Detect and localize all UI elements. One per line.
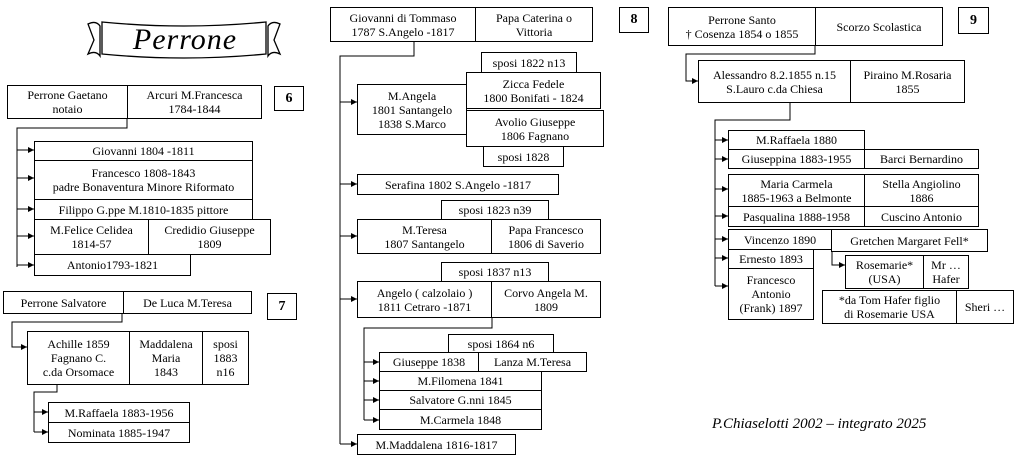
child-box: Pasqualina 1888-1958: [728, 206, 865, 227]
parent-father: Perrone Salvatore: [3, 291, 124, 314]
child-box: Filippo G.ppe M.1810-1835 pittore: [34, 199, 253, 220]
child-box: Angelo ( calzolaio ) 1811 Cetraro -1871: [357, 281, 492, 318]
child-box: M.Filomena 1841: [379, 371, 542, 391]
child-box: M.Angela 1801 Santangelo 1838 S.Marco: [357, 84, 467, 135]
spouse-box: Avolio Giuseppe 1806 Fagnano: [466, 110, 604, 147]
child-box: M.Maddalena 1816-1817: [357, 434, 516, 455]
child-box: Giuseppe 1838: [379, 352, 479, 372]
spouse-box: Lanza M.Teresa: [478, 352, 587, 372]
marriage-note: sposi 1837 n13: [441, 262, 549, 282]
spouse-box: Barci Bernardino: [864, 149, 979, 169]
parent-mother: Scorzo Scolastica: [815, 7, 943, 46]
child-box: Giuseppina 1883-1955: [728, 149, 865, 169]
group-number: 6: [274, 86, 304, 111]
parent-mother: Arcuri M.Francesca 1784-1844: [127, 85, 262, 119]
child-box: Maria Carmela 1885-1963 a Belmonte: [728, 174, 865, 207]
group-number: 9: [958, 7, 989, 34]
spouse-box: Gretchen Margaret Fell*: [831, 229, 988, 252]
spouse-box: Piraino M.Rosaria 1855: [850, 60, 965, 103]
child-box: Nominata 1885-1947: [48, 422, 190, 443]
spouse-box: Papa Francesco 1806 di Saverio: [491, 219, 601, 254]
author-credit: P.Chiaselotti 2002 – integrato 2025: [712, 416, 927, 432]
group-number: 7: [267, 293, 297, 320]
child-box: M.Felice Celidea 1814-57: [34, 219, 149, 255]
spouse-box: Cuscino Antonio: [864, 206, 979, 227]
parent-mother: De Luca M.Teresa: [123, 291, 252, 314]
spouse-box: Corvo Angela M. 1809: [491, 281, 601, 318]
child-box: M.Raffaela 1883-1956: [48, 402, 190, 423]
child-box: Francesco Antonio (Frank) 1897: [728, 268, 814, 320]
marriage-note: sposi 1823 n39: [441, 200, 549, 220]
spouse-box: Zicca Fedele 1800 Bonifati - 1824: [466, 72, 601, 109]
child-box: Ernesto 1893: [728, 249, 814, 269]
child-box: Serafina 1802 S.Angelo -1817: [357, 174, 559, 195]
spouse-box: Mr … Hafer: [923, 255, 969, 289]
spouse-box: Stella Angiolino 1886: [864, 174, 979, 207]
parent-father: Perrone Gaetano notaio: [7, 85, 128, 119]
marriage-note: sposi 1883 n16: [202, 331, 249, 385]
parent-mother: Papa Caterina o Vittoria: [475, 7, 593, 42]
child-box: Salvatore G.nni 1845: [379, 390, 542, 410]
child-box: Antonio1793-1821: [34, 254, 191, 276]
note-box: Sheri …: [956, 290, 1014, 324]
child-box: Giovanni 1804 -1811: [34, 141, 253, 161]
child-box: Vincenzo 1890: [728, 229, 832, 250]
child-box: Alessandro 8.2.1855 n.15 S.Lauro c.da Chiesa: [698, 60, 851, 103]
parent-father: Giovanni di Tommaso 1787 S.Angelo -1817: [330, 7, 476, 42]
marriage-note: sposi 1822 n13: [481, 52, 577, 73]
child-box: Achille 1859 Fagnano C. c.da Orsomace: [27, 331, 130, 385]
marriage-note: sposi 1864 n6: [448, 334, 554, 353]
parent-father: Perrone Santo † Cosenza 1854 o 1855: [668, 7, 816, 46]
grandchild-box: Rosemarie* (USA): [845, 255, 924, 289]
child-box: M.Teresa 1807 Santangelo: [357, 219, 492, 254]
marriage-note: sposi 1828: [483, 146, 564, 167]
spouse-box: Maddalena Maria 1843: [129, 331, 203, 385]
note-box: *da Tom Hafer figlio di Rosemarie USA: [822, 290, 957, 324]
spouse-box: Credidio Giuseppe 1809: [148, 219, 271, 255]
child-box: M.Raffaela 1880: [728, 130, 865, 150]
child-box: Francesco 1808-1843 padre Bonaventura Minore Riformato: [34, 160, 253, 200]
child-box: M.Carmela 1848: [379, 409, 542, 430]
group-number: 8: [619, 7, 649, 33]
page-title: Perrone: [132, 23, 238, 56]
